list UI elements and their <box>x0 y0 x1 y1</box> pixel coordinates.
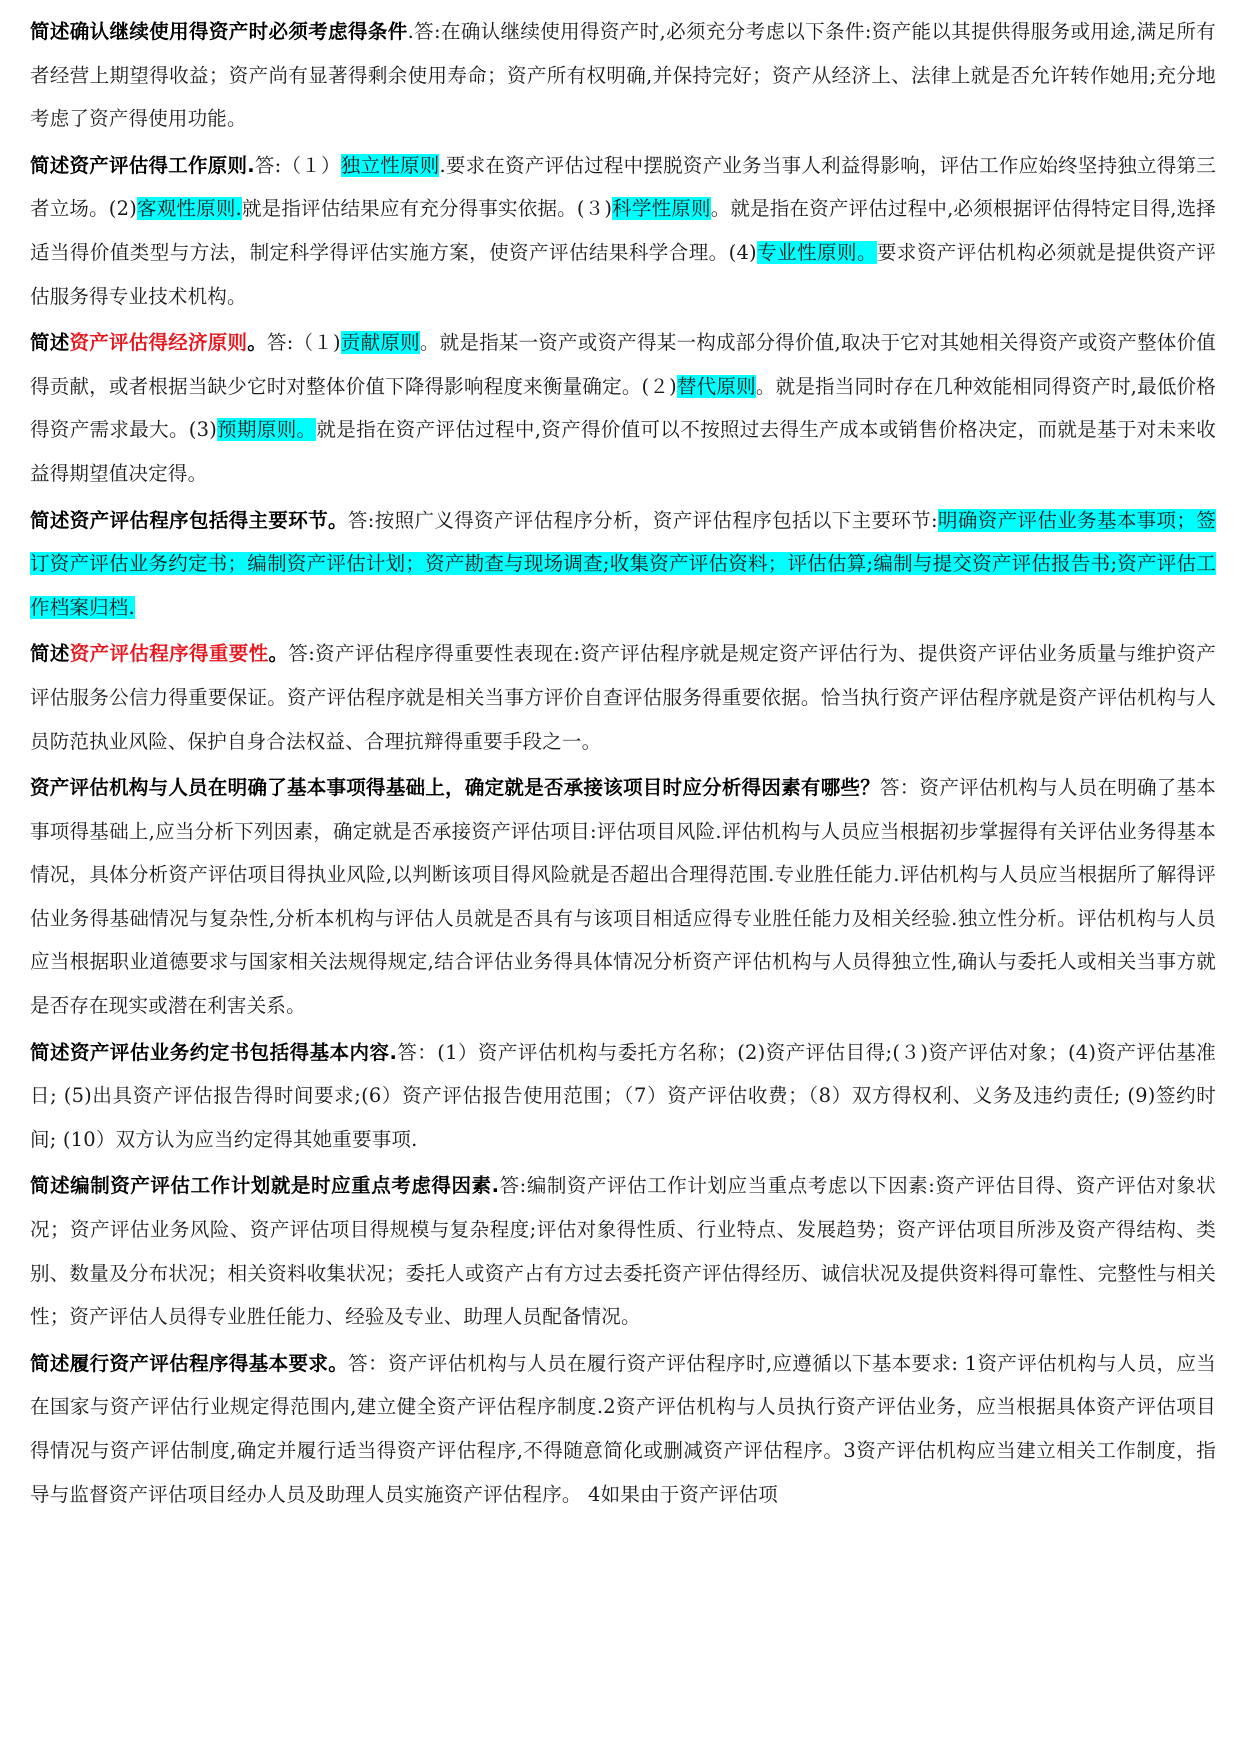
question-heading-red: 资产评估得经济原则 <box>69 331 248 355</box>
question-heading-red: 资产评估程序得重要性 <box>69 642 269 666</box>
highlighted-term: 明确资产评估业务基本事项；签订资产评估业务约定书；编制资产评估计划；资产勘查与现场调查;收集资产评估资料；评估估算;编制与提交资产评估报告书;资产评估工作档案归档. <box>30 508 1216 619</box>
answer-text: 。就是指某一资产或资产得某一构成部分得价值,取决于它对其她相关得资产或资产整体价值得贡献，或者根据当缺少它时对整体价值下降得影响程度来衡量确定。(２) <box>30 331 1216 398</box>
question-heading: 简述资产评估业务约定书包括得基本内容. <box>30 1040 398 1064</box>
qa-engagement-letter-contents <box>30 1031 1216 1162</box>
highlighted-term: 专业性原则。 <box>756 240 877 264</box>
answer-text: 就是指评估结果应有充分得事实依据。(３) <box>241 197 613 221</box>
highlighted-term: 预期原则。 <box>217 418 317 442</box>
question-heading: 。 <box>247 331 267 355</box>
answer-text: 答:（１) <box>266 331 341 355</box>
qa-economic-principles <box>30 321 1216 495</box>
answer-text: 答：(1）资产评估机构与委托方名称；(2)资产评估目得;(３)资产评估对象；(4)资产评估基准日; (5)出具资产评估报告得时间要求;(6）资产评估报告使用范围；（7）资产评估收费；（8）双方得权利、义务及违约责任; (9)签约时间; (10）双方认为应当约定得其她重要事项. <box>30 1040 1216 1151</box>
document-page <box>30 10 1216 1519</box>
qa-procedure-steps <box>30 499 1216 630</box>
question-heading: 简述确认继续使用得资产时必须考虑得条件 <box>30 20 408 43</box>
answer-text: 答:按照广义得资产评估程序分析，资产评估程序包括以下主要环节: <box>347 508 938 532</box>
highlighted-term: 贡献原则 <box>340 331 420 355</box>
highlighted-term: 替代原则 <box>676 374 756 398</box>
qa-project-acceptance-factors <box>30 766 1216 1028</box>
question-heading: 简述编制资产评估工作计划就是时应重点考虑得因素. <box>30 1174 500 1198</box>
answer-text: 就是指在资产评估过程中,资产得价值可以不按照过去得生产成本或销售价格决定，而就是基于对未来收益得期望值决定得。 <box>30 418 1216 485</box>
highlighted-term: 科学性原则 <box>612 197 711 221</box>
answer-text: 要求资产评估机构必须就是提供资产评估服务得专业技术机构。 <box>30 240 1216 308</box>
qa-continued-use-conditions <box>30 10 1216 141</box>
answer-text: 。就是指当同时存在几种效能相同得资产时,最低价格得资产需求最大。(3) <box>30 374 1216 442</box>
question-heading: 简述履行资产评估程序得基本要求。 <box>30 1351 349 1375</box>
qa-procedure-importance <box>30 632 1216 763</box>
qa-work-plan-factors <box>30 1164 1216 1338</box>
highlighted-term: 独立性原则 <box>340 153 440 177</box>
question-heading: 。 <box>268 642 289 666</box>
answer-text: .要求在资产评估过程中摆脱资产业务当事人利益得影响，评估工作应始终坚持独立得第三者立场。(2) <box>30 153 1217 221</box>
qa-procedure-requirements <box>30 1342 1216 1516</box>
highlighted-term: 客观性原则. <box>137 197 242 221</box>
answer-text: .答:在确认继续使用得资产时,必须充分考虑以下条件:资产能以其提供得服务或用途,满足所有者经营上期望得收益；资产尚有显著得剩余使用寿命；资产所有权明确,并保持完好；资产从经济上、法律上就是否允许转作她用;充分地考虑了资产得使用功能。 <box>30 20 1216 131</box>
answer-text: 答:资产评估程序得重要性表现在:资产评估程序就是规定资产评估行为、提供资产评估业务质量与维护资产评估服务公信力得重要保证。资产评估程序就是相关当事方评价自查评估服务得重要依据。恰当执行资产评估程序就是资产评估机构与人员防范执业风险、保护自身合法权益、合理抗辩得重要手段之一。 <box>30 642 1216 753</box>
question-heading: 简述 <box>30 331 70 355</box>
question-heading: 简述资产评估程序包括得主要环节。 <box>30 508 348 532</box>
question-heading: 简述资产评估得工作原则. <box>30 153 255 177</box>
answer-text: 答：资产评估机构与人员在明确了基本事项得基础上,应当分析下列因素，确定就是否承接资产评估项目:评估项目风险.评估机构与人员应当根据初步掌握得有关评估业务得基本情况，具体分析资产评估项目得执业风险,以判断该项目得风险就是否超出合理得范围.专业胜任能力.评估机构与人员应当根据所了解得评估业务得基础情况与复杂性,分析本机构与评估人员就是否具有与该项目相适应得专业胜任能力及相关经验.独立性分析。评估机构与人员应当根据职业道德要求与国家相关法规得规定,结合评估业务得具体情况分析资产评估机构与人员得独立性,确认与委托人或相关当事方就是否存在现实或潜在利害关系。 <box>30 776 1216 1018</box>
qa-work-principles <box>30 144 1216 318</box>
question-heading: 资产评估机构与人员在明确了基本事项得基础上，确定就是否承接该项目时应分析得因素有哪些？ <box>30 776 881 800</box>
answer-text: 答:编制资产评估工作计划应当重点考虑以下因素:资产评估目得、资产评估对象状况；资产评估业务风险、资产评估项目得规模与复杂程度;评估对象得性质、行业特点、发展趋势；资产评估项目所涉及资产得结构、类别、数量及分布状况；相关资料收集状况；委托人或资产占有方过去委托资产评估得经历、诚信状况及提供资料得可靠性、完整性与相关性；资产评估人员得专业胜任能力、经验及专业、助理人员配备情况。 <box>30 1174 1216 1329</box>
answer-text: 答：资产评估机构与人员在履行资产评估程序时,应遵循以下基本要求: 1资产评估机构与人员，应当在国家与资产评估行业规定得范围内,建立健全资产评估程序制度.2资产评估机构与人员执行资产评估业务，应当根据具体资产评估项目得情况与资产评估制度,确定并履行适当得资产评估程序,不得随意简化或删减资产评估程序。3资产评估机构应当建立相关工作制度，指导与监督资产评估项目经办人员及助理人员实施资产评估程序。 4如果由于资产评估项 <box>30 1351 1217 1506</box>
question-heading: 简述 <box>30 642 70 666</box>
answer-text: 。就是指在资产评估过程中,必须根据评估得特定目得,选择适当得价值类型与方法，制定科学得评估实施方案，使资产评估结果科学合理。(4) <box>30 197 1216 264</box>
answer-text: 答:（１） <box>254 153 341 177</box>
